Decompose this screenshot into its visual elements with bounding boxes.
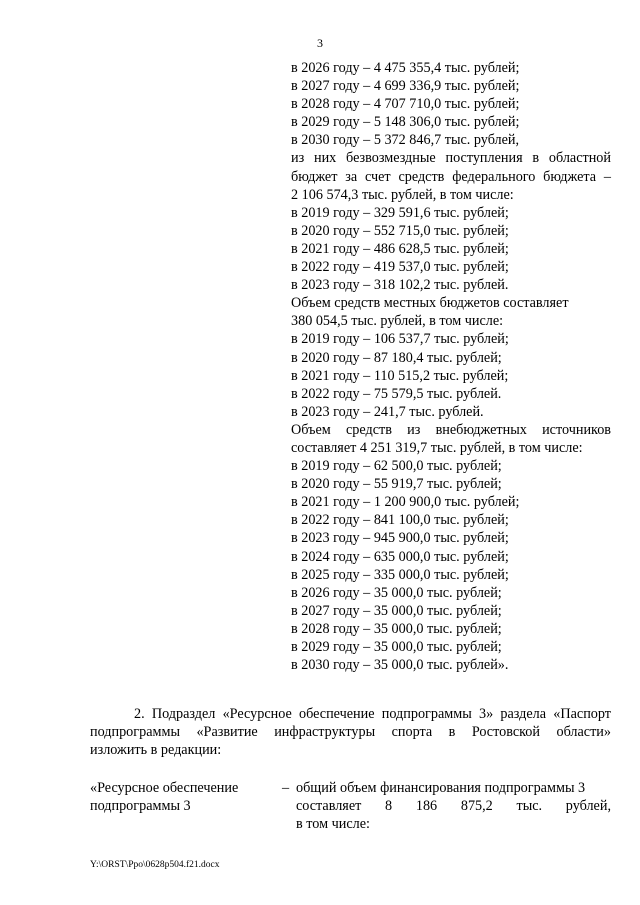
list-item: в 2022 году – 841 100,0 тыс. рублей; (291, 512, 509, 529)
list-item: в 2025 году – 335 000,0 тыс. рублей; (291, 566, 509, 583)
list-item: в 2020 году – 55 919,7 тыс. рублей; (291, 476, 502, 493)
list-item: в 2027 году – 4 699 336,9 тыс. рублей; (291, 78, 520, 95)
list-item: бюджет за счет средств федерального бюджета – (291, 168, 611, 185)
resource-label (90, 779, 280, 815)
list-item: в 2027 году – 35 000,0 тыс. рублей; (291, 602, 502, 619)
list-item: в 2020 году – 87 180,4 тыс. рублей; (291, 349, 502, 366)
list-item: Объем средств из внебюджетных источников (291, 421, 611, 438)
funding-list (291, 59, 611, 674)
list-item: в 2021 году – 1 200 900,0 тыс. рублей; (291, 494, 520, 511)
list-item: в 2028 году – 35 000,0 тыс. рублей; (291, 620, 502, 637)
list-item: в 2026 году – 4 475 355,4 тыс. рублей; (291, 60, 520, 76)
resource-description-line: в том числе: (296, 816, 370, 833)
list-item: в 2029 году – 35 000,0 тыс. рублей; (291, 639, 502, 655)
resource-label-line: «Ресурсное обеспечение (90, 780, 239, 796)
list-item: в 2021 году – 486 628,5 тыс. рублей; (291, 240, 509, 257)
list-item: в 2020 году – 552 715,0 тыс. рублей; (291, 222, 509, 239)
list-item: 2 106 574,3 тыс. рублей, в том числе: (291, 186, 514, 203)
resource-label-line: подпрограммы 3 (90, 798, 191, 815)
resource-description (296, 779, 611, 833)
paragraph-line: подпрограммы «Развитие инфраструктуры спорта в Ростовской области» (90, 724, 611, 741)
list-item: в 2022 году – 75 579,5 тыс. рублей. (291, 385, 502, 402)
list-item: из них безвозмездные поступления в областной (291, 150, 611, 167)
list-item: в 2021 году – 110 515,2 тыс. рублей; (291, 367, 509, 384)
list-item: в 2029 году – 5 148 306,0 тыс. рублей; (291, 114, 520, 131)
list-item: в 2024 году – 635 000,0 тыс. рублей; (291, 548, 509, 565)
list-item: в 2022 году – 419 537,0 тыс. рублей; (291, 259, 509, 276)
list-item: в 2026 году – 35 000,0 тыс. рублей; (291, 584, 502, 601)
amendment-paragraph (90, 705, 611, 759)
list-item: в 2030 году – 35 000,0 тыс. рублей». (291, 657, 509, 674)
list-item: в 2019 году – 62 500,0 тыс. рублей; (291, 458, 502, 475)
footer-file-path: Y:\ORST\Ppo\0628p504.f21.docx (90, 860, 220, 870)
list-item: в 2028 году – 4 707 710,0 тыс. рублей; (291, 96, 520, 113)
list-item: в 2023 году – 945 900,0 тыс. рублей; (291, 530, 509, 547)
list-item: в 2019 году – 106 537,7 тыс. рублей; (291, 331, 509, 348)
dash-separator: – (282, 780, 290, 796)
page-number: 3 (317, 36, 323, 50)
resource-description-line: общий объем финансирования подпрограммы 3 (296, 780, 586, 796)
list-item: в 2030 году – 5 372 846,7 тыс. рублей, (291, 132, 520, 149)
list-item: составляет 4 251 319,7 тыс. рублей, в том числе: (291, 439, 583, 456)
list-item: в 2019 году – 329 591,6 тыс. рублей; (291, 204, 509, 221)
paragraph-line: 2. Подраздел «Ресурсное обеспечение подпрограммы 3» раздела «Паспорт (134, 706, 611, 722)
resource-description-line: составляет 8 186 875,2 тыс. рублей, (296, 798, 611, 815)
list-item: 380 054,5 тыс. рублей, в том числе: (291, 313, 504, 330)
paragraph-line: изложить в редакции: (90, 742, 222, 759)
list-item: в 2023 году – 241,7 тыс. рублей. (291, 403, 484, 420)
list-item: в 2023 году – 318 102,2 тыс. рублей. (291, 277, 509, 294)
list-item: Объем средств местных бюджетов составляет (291, 295, 569, 312)
